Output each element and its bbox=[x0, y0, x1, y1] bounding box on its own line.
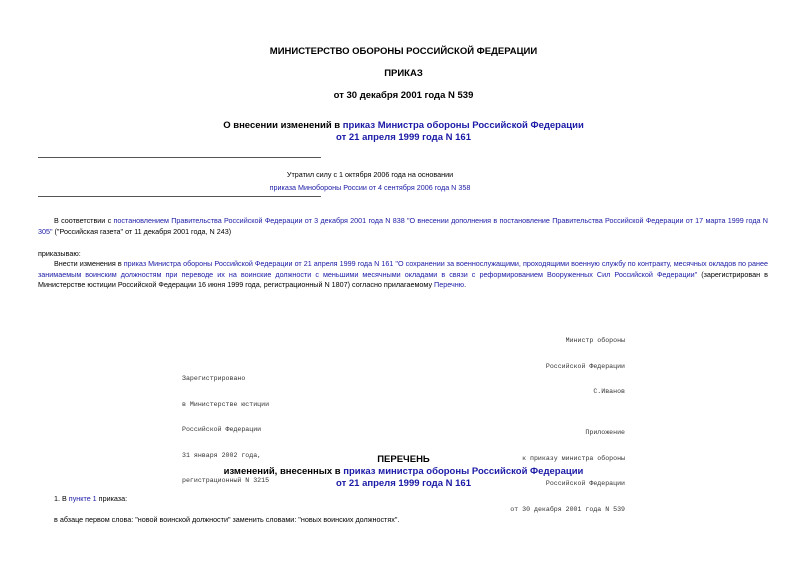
preamble-text-tail: ("Российская газета" от 11 декабря 2001 года, N 243) bbox=[52, 226, 232, 236]
order-text-middle: (зарегистрирован в Министерстве юстиции Российской Федерации 16 июня 1999 года, регистрационный N 1807) согласно прилагаемому bbox=[38, 269, 768, 289]
registration-line3: Российской Федерации bbox=[182, 426, 262, 433]
appendix-line4: от 30 декабря 2001 года N 539 bbox=[510, 505, 625, 513]
divider-top bbox=[38, 157, 321, 158]
order-link[interactable]: приказ Министра обороны Российской Федерации от 21 апреля 1999 года N 161 "О сохранении за военнослужащими, проходящими военную службу по контракту, месячных окладов по ранее занимаемым воинским должностям при переводе их на воинские должности с меньшими месячными окладами в связи с реформированием Вооруженных Сил Российской Федерации" bbox=[38, 259, 768, 279]
title-link-line2[interactable]: от 21 апреля 1999 года N 161 bbox=[336, 132, 471, 143]
order-text-end: . bbox=[464, 280, 467, 289]
list-title-link-line3[interactable]: от 21 апреля 1999 года N 161 bbox=[336, 478, 471, 489]
item-1 bbox=[54, 494, 784, 505]
ministry-heading: МИНИСТЕРСТВО ОБОРОНЫ РОССИЙСКОЙ ФЕДЕРАЦИИ bbox=[269, 46, 538, 57]
registration-line5: регистрационный N 3215 bbox=[182, 477, 270, 484]
preamble-link[interactable]: постановлением Правительства Российской Федерации от 3 декабря 2001 года N 838 "О внесении дополнения в постановление Правительства Российской Федерации от 17 марта 1999 года N 305" bbox=[38, 216, 768, 236]
status-note bbox=[200, 168, 540, 194]
divider-bottom bbox=[38, 196, 321, 197]
document-date-number: от 30 декабря 2001 года N 539 bbox=[333, 90, 474, 101]
registration-line2: в Министерстве юстиции bbox=[182, 400, 270, 408]
item-1-text: 1. В bbox=[54, 494, 69, 503]
list-link[interactable]: Перечню bbox=[434, 280, 465, 289]
list-subtitle-prefix: изменений, внесенных в bbox=[223, 466, 344, 477]
title-prefix: О внесении изменений в bbox=[223, 120, 343, 131]
signature-line2: Российской Федерации bbox=[545, 362, 625, 370]
registration-line4: 31 января 2002 года, bbox=[182, 451, 262, 459]
preamble-paragraph bbox=[38, 216, 768, 237]
list-title bbox=[0, 451, 807, 490]
document-type: ПРИКАЗ bbox=[384, 68, 423, 79]
appendix-line2: к приказу министра обороны bbox=[522, 454, 625, 462]
appendix-line3: Российской Федерации bbox=[545, 480, 625, 487]
list-heading: ПЕРЕЧЕНЬ bbox=[377, 454, 430, 465]
document-title bbox=[0, 120, 807, 144]
registration-line1: Зарегистрировано bbox=[182, 375, 246, 382]
order-paragraph bbox=[38, 259, 768, 291]
order-text: Внести изменения в bbox=[54, 259, 124, 268]
item-1-link[interactable]: пункте 1 bbox=[68, 494, 97, 503]
appendix-line1: Приложение bbox=[585, 429, 625, 436]
status-link[interactable]: приказа Минобороны России от 4 сентября 2006 года N 358 bbox=[269, 183, 471, 192]
signature-name: С.Иванов bbox=[593, 388, 625, 395]
order-word: приказываю: bbox=[38, 249, 81, 258]
signature-block bbox=[470, 320, 625, 405]
item-1-body: в абзаце первом слова: "новой воинской должности" заменить словами: "новых воинских должностях". bbox=[54, 515, 400, 524]
status-line: Утратил силу с 1 октября 2006 года на основании bbox=[286, 170, 454, 179]
item-1-text-tail: приказа: bbox=[96, 494, 128, 503]
preamble-text: В соответствии с bbox=[54, 216, 114, 225]
signature-line1: Министр обороны bbox=[565, 337, 625, 344]
title-link[interactable]: приказ Министра обороны Российской Федерации bbox=[342, 120, 584, 131]
list-title-link[interactable]: приказ министра обороны Российской Федерации bbox=[343, 466, 584, 477]
